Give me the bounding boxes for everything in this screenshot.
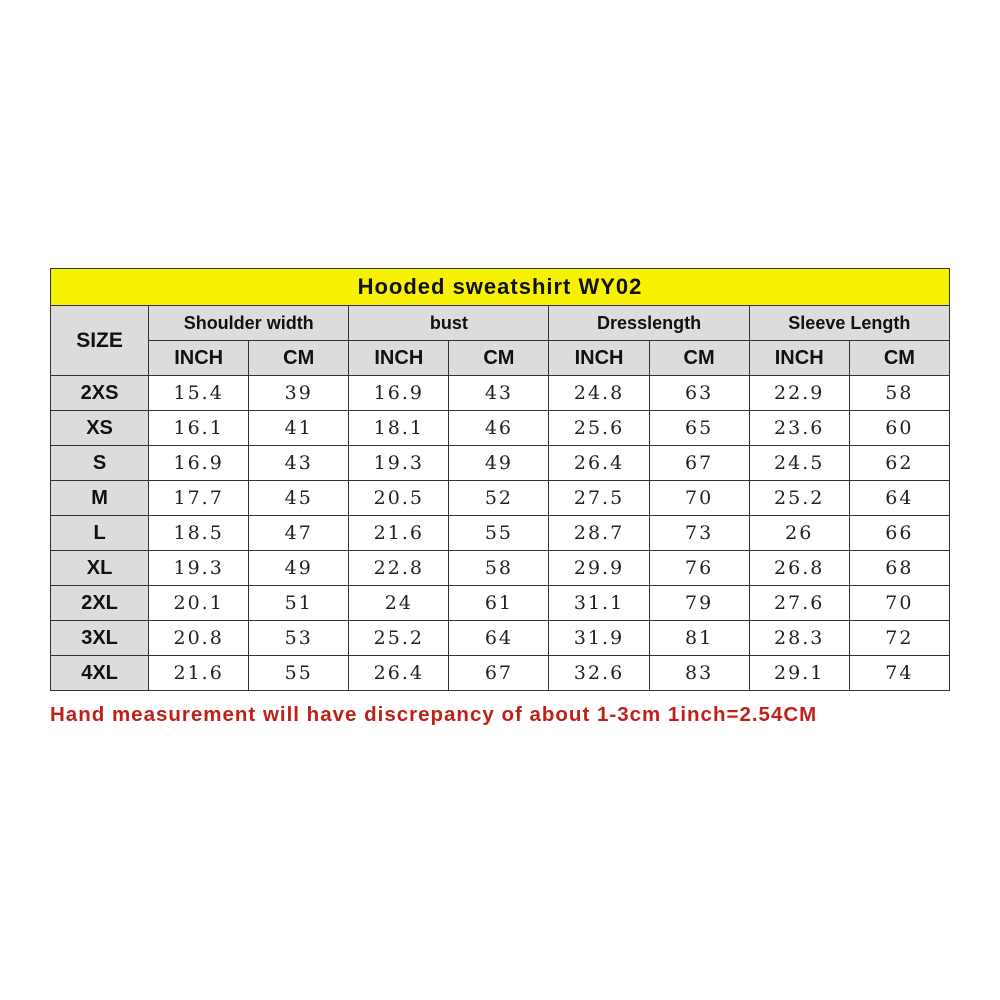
unit-header-cm: CM	[649, 341, 749, 376]
measurement-cell: 55	[449, 516, 549, 551]
measurement-cell: 25.6	[549, 411, 649, 446]
table-row	[51, 656, 950, 691]
size-label: 2XS	[51, 376, 149, 411]
size-label: 4XL	[51, 656, 149, 691]
group-header-dress-length: Dresslength	[549, 306, 749, 341]
measurement-cell: 26.4	[349, 656, 449, 691]
size-label: 3XL	[51, 621, 149, 656]
size-label: XL	[51, 551, 149, 586]
measurement-cell: 29.9	[549, 551, 649, 586]
unit-header-row	[51, 341, 950, 376]
measurement-cell: 66	[849, 516, 949, 551]
measurement-cell: 67	[449, 656, 549, 691]
group-header-row	[51, 306, 950, 341]
measurement-cell: 55	[249, 656, 349, 691]
measurement-cell: 58	[449, 551, 549, 586]
size-label: L	[51, 516, 149, 551]
size-label: 2XL	[51, 586, 149, 621]
table-row	[51, 446, 950, 481]
measurement-cell: 20.8	[149, 621, 249, 656]
measurement-cell: 49	[449, 446, 549, 481]
table-row	[51, 586, 950, 621]
measurement-cell: 16.9	[149, 446, 249, 481]
measurement-cell: 24.8	[549, 376, 649, 411]
measurement-cell: 43	[449, 376, 549, 411]
unit-header-inch: INCH	[349, 341, 449, 376]
measurement-cell: 70	[849, 586, 949, 621]
measurement-cell: 58	[849, 376, 949, 411]
measurement-cell: 26.4	[549, 446, 649, 481]
measurement-cell: 52	[449, 481, 549, 516]
table-row	[51, 621, 950, 656]
measurement-cell: 83	[649, 656, 749, 691]
table-row	[51, 516, 950, 551]
measurement-cell: 67	[649, 446, 749, 481]
table-row	[51, 411, 950, 446]
measurement-cell: 72	[849, 621, 949, 656]
measurement-cell: 19.3	[149, 551, 249, 586]
measurement-cell: 20.5	[349, 481, 449, 516]
measurement-cell: 19.3	[349, 446, 449, 481]
measurement-cell: 31.1	[549, 586, 649, 621]
group-header-sleeve-length: Sleeve Length	[749, 306, 949, 341]
title-row	[51, 269, 950, 306]
measurement-cell: 63	[649, 376, 749, 411]
measurement-cell: 27.5	[549, 481, 649, 516]
measurement-cell: 27.6	[749, 586, 849, 621]
measurement-cell: 74	[849, 656, 949, 691]
measurement-cell: 25.2	[749, 481, 849, 516]
measurement-cell: 26.8	[749, 551, 849, 586]
unit-header-cm: CM	[449, 341, 549, 376]
unit-header-inch: INCH	[149, 341, 249, 376]
measurement-cell: 15.4	[149, 376, 249, 411]
size-label: S	[51, 446, 149, 481]
measurement-cell: 16.9	[349, 376, 449, 411]
measurement-cell: 61	[449, 586, 549, 621]
group-header-bust: bust	[349, 306, 549, 341]
measurement-cell: 29.1	[749, 656, 849, 691]
measurement-cell: 32.6	[549, 656, 649, 691]
measurement-cell: 51	[249, 586, 349, 621]
group-header-shoulder-width: Shoulder width	[149, 306, 349, 341]
unit-header-cm: CM	[849, 341, 949, 376]
measurement-cell: 60	[849, 411, 949, 446]
measurement-cell: 17.7	[149, 481, 249, 516]
measurement-cell: 18.5	[149, 516, 249, 551]
measurement-cell: 64	[849, 481, 949, 516]
size-header: SIZE	[51, 306, 149, 376]
measurement-cell: 81	[649, 621, 749, 656]
measurement-cell: 23.6	[749, 411, 849, 446]
measurement-cell: 25.2	[349, 621, 449, 656]
measurement-cell: 73	[649, 516, 749, 551]
measurement-cell: 21.6	[149, 656, 249, 691]
measurement-cell: 43	[249, 446, 349, 481]
measurement-cell: 45	[249, 481, 349, 516]
size-chart-table	[50, 268, 950, 691]
measurement-note: Hand measurement will have discrepancy of about 1-3cm 1inch=2.54CM	[50, 703, 818, 726]
measurement-cell: 18.1	[349, 411, 449, 446]
table-row	[51, 481, 950, 516]
size-label: XS	[51, 411, 149, 446]
measurement-cell: 22.9	[749, 376, 849, 411]
unit-header-inch: INCH	[549, 341, 649, 376]
measurement-cell: 24.5	[749, 446, 849, 481]
measurement-cell: 46	[449, 411, 549, 446]
unit-header-inch: INCH	[749, 341, 849, 376]
measurement-cell: 65	[649, 411, 749, 446]
measurement-cell: 79	[649, 586, 749, 621]
measurement-cell: 21.6	[349, 516, 449, 551]
measurement-cell: 31.9	[549, 621, 649, 656]
measurement-cell: 76	[649, 551, 749, 586]
measurement-cell: 70	[649, 481, 749, 516]
chart-title: Hooded sweatshirt WY02	[51, 269, 950, 306]
unit-header-cm: CM	[249, 341, 349, 376]
measurement-cell: 20.1	[149, 586, 249, 621]
measurement-cell: 22.8	[349, 551, 449, 586]
measurement-cell: 28.7	[549, 516, 649, 551]
measurement-cell: 64	[449, 621, 549, 656]
measurement-cell: 28.3	[749, 621, 849, 656]
measurement-cell: 39	[249, 376, 349, 411]
measurement-cell: 49	[249, 551, 349, 586]
size-label: M	[51, 481, 149, 516]
measurement-cell: 24	[349, 586, 449, 621]
measurement-cell: 68	[849, 551, 949, 586]
measurement-cell: 53	[249, 621, 349, 656]
table-row	[51, 376, 950, 411]
measurement-cell: 47	[249, 516, 349, 551]
table-row	[51, 551, 950, 586]
measurement-cell: 26	[749, 516, 849, 551]
measurement-cell: 62	[849, 446, 949, 481]
measurement-cell: 16.1	[149, 411, 249, 446]
measurement-cell: 41	[249, 411, 349, 446]
